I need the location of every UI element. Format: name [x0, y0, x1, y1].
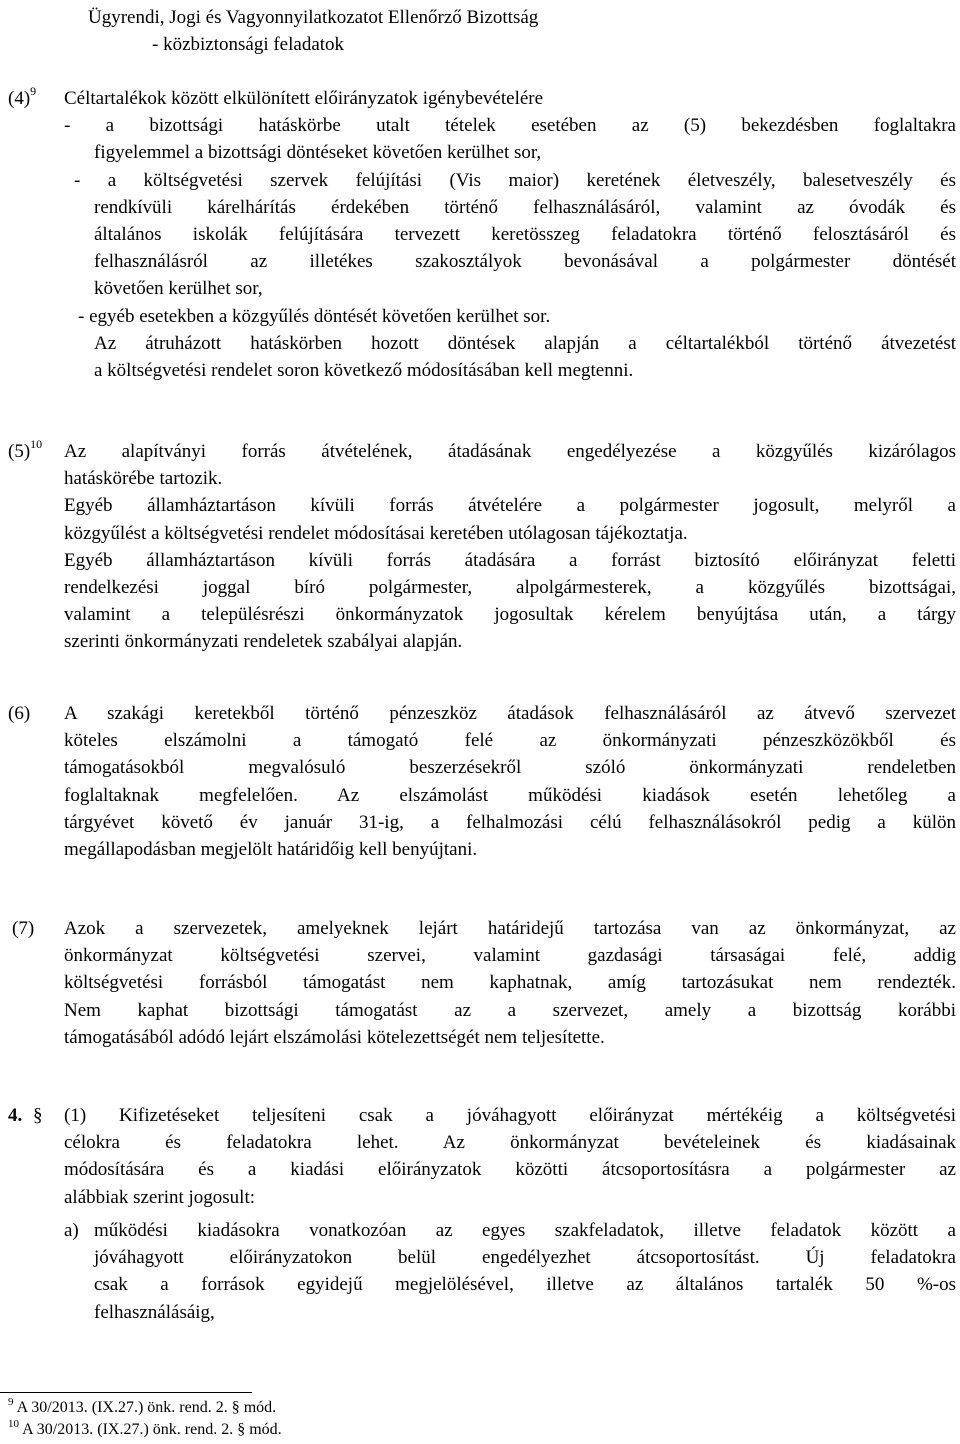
paragraph-label-6: (6)	[8, 703, 31, 724]
paragraph-7	[64, 915, 956, 1051]
paragraph-line: figyelemmel a bizottsági döntéseket követően kerülhet sor,	[94, 142, 542, 164]
paragraph-4-item-2	[74, 167, 956, 194]
paragraph-line: támogatásából adódó lejárt elszámolási kötelezettségét nem teljesítette.	[64, 1026, 605, 1048]
paragraph-line: rendelkezési joggal bíró polgármester, alpolgármesterek, a közgyűlés bizottságai,	[64, 577, 956, 599]
section-number: 4. §	[8, 1105, 43, 1126]
paragraph-line: - egyéb esetekben a közgyűlés döntését követően kerülhet sor.	[78, 305, 551, 327]
paragraph-line: Azok a szervezetek, amelyeknek lejárt határidejű tartozása van az önkormányzat, az	[64, 918, 956, 939]
paragraph-line: Nem kaphat bizottsági támogatást az a szervezet, amely a bizottság korábbi	[64, 999, 956, 1021]
paragraph-4-closing	[94, 330, 956, 384]
list-label-a: a)	[64, 1220, 79, 1241]
section-4-paragraph-1	[64, 1102, 956, 1211]
footnote-10: $^{10}$ A 30/2013. (IX.27.) önk. rend. 2. § mód.	[8, 1418, 282, 1438]
paragraph-4-item-3	[78, 303, 956, 330]
paragraph-line: jóváhagyott előirányzatokon belül engedélyezhet átcsoportosítást. Új feladatokra	[94, 1247, 956, 1269]
paragraph-line: általános iskolák felújítására tervezett keretösszeg feladatokra történő felosztásáról és	[94, 224, 956, 245]
paragraph-line: önkormányzat költségvetési szervei, valamint gazdasági társaságai felé, addig	[64, 945, 956, 967]
paragraph-line: Az átruházott hatáskörben hozott döntések alapján a céltartalékból történő átvezetést	[94, 332, 956, 354]
paragraph-line: hatáskörébe tartozik.	[64, 468, 223, 490]
paragraph-line: foglaltaknak megfelelően. Az elszámolást működési kiadások esetén lehetőleg a	[64, 784, 956, 806]
paragraph-line: támogatásokból megvalósuló beszerzésekről szóló önkormányzati rendeletben	[64, 757, 956, 779]
paragraph-line: felhasználásról az illetékes szakosztályok bevonásával a polgármester döntését	[94, 251, 956, 273]
paragraph-line: - a költségvetési szervek felújítási (Vis maior) keretének életveszély, balesetveszély és	[74, 169, 956, 191]
footnote-ref-10: 10	[30, 437, 43, 451]
footnote-divider	[0, 1392, 252, 1393]
section-sign: §	[33, 1105, 43, 1126]
paragraph-4-item-2-cont	[94, 194, 956, 303]
paragraph-line: követően kerülhet sor,	[94, 278, 263, 300]
paragraph-label-5: $(5)^{10}$	[8, 437, 43, 462]
paragraph-line: módosítására és a kiadási előirányzatok közötti átcsoportosításra a polgármester az	[64, 1159, 956, 1181]
paragraph-label-7: (7)	[12, 918, 35, 939]
paragraph-line: közgyűlést a költségvetési rendelet módosításai keretében utólagosan tájékoztatja.	[64, 522, 688, 544]
paragraph-line: szerinti önkormányzati rendeletek szabályai alapján.	[64, 631, 463, 653]
paragraph-line: Az alapítványi forrás átvételének, átadásának engedélyezése a közgyűlés kizárólagos	[64, 441, 956, 462]
paragraph-line: valamint a településrészi önkormányzatok jogosultak kérelem benyújtása után, a tárgy	[64, 604, 956, 626]
paragraph-4	[64, 85, 956, 112]
paragraph-line: Egyéb államháztartáson kívüli forrás átadására a forrást biztosító előirányzat feletti	[64, 549, 956, 571]
footnote-9: $^9$ A 30/2013. (IX.27.) önk. rend. 2. § mód.	[8, 1396, 277, 1416]
paragraph-line: - a bizottsági hatáskörbe utalt tételek esetében az (5) bekezdésben foglaltakra	[64, 115, 956, 137]
list-item-a	[94, 1217, 956, 1326]
paragraph-line: költségvetési forrásból támogatást nem kaphatnak, amíg tartozásukat nem rendezték.	[64, 972, 956, 994]
paragraph-line: megállapodásban megjelölt határidőig kell benyújtani.	[64, 839, 478, 861]
paragraph-line: Céltartalékok között elkülönített előirányzatok igénybevételére	[64, 88, 544, 109]
paragraph-line: köteles elszámolni a támogató felé az önkormányzati pénzeszközökből és	[64, 730, 956, 752]
paragraph-line: működési kiadásokra vonatkozóan az egyes szakfeladatok, illetve feladatok között a	[94, 1220, 956, 1241]
paragraph-line: A szakági keretekből történő pénzeszköz átadások felhasználásáról az átvevő szervezet	[64, 703, 956, 724]
paragraph-label-4: $(4)^9$	[8, 84, 37, 109]
paragraph-line: csak a források egyidejű megjelölésével, illetve az általános tartalék 50 %-os	[94, 1274, 956, 1296]
paragraph-line: felhasználásáig,	[94, 1301, 215, 1323]
paragraph-line: a költségvetési rendelet soron következő módosításában kell megtenni.	[94, 360, 634, 381]
committee-subtitle: - közbiztonsági feladatok	[152, 34, 345, 56]
committee-heading	[88, 4, 538, 58]
paragraph-line: (1) Kifizetéseket teljesíteni csak a jóváhagyott előirányzat mértékéig a költségvetési	[64, 1105, 956, 1126]
footnote-ref-9: 9	[30, 84, 37, 98]
paragraph-line: tárgyévet követő év január 31-ig, a felhalmozási célú felhasználásokról pedig a külön	[64, 811, 956, 833]
paragraph-line: célokra és feladatokra lehet. Az önkormányzat bevételeinek és kiadásainak	[64, 1132, 956, 1154]
paragraph-line: Egyéb államháztartáson kívüli forrás átvételére a polgármester jogosult, melyről a	[64, 495, 956, 517]
paragraph-4-item-1	[64, 112, 956, 166]
paragraph-6	[64, 700, 956, 863]
paragraph-5	[64, 438, 956, 656]
committee-title: Ügyrendi, Jogi és Vagyonnyilatkozatot Ellenőrző Bizottság	[88, 7, 539, 28]
paragraph-line: rendkívüli kárelhárítás érdekében történő felhasználásáról, valamint az óvodák és	[94, 196, 956, 218]
paragraph-line: alábbiak szerint jogosult:	[64, 1186, 256, 1208]
